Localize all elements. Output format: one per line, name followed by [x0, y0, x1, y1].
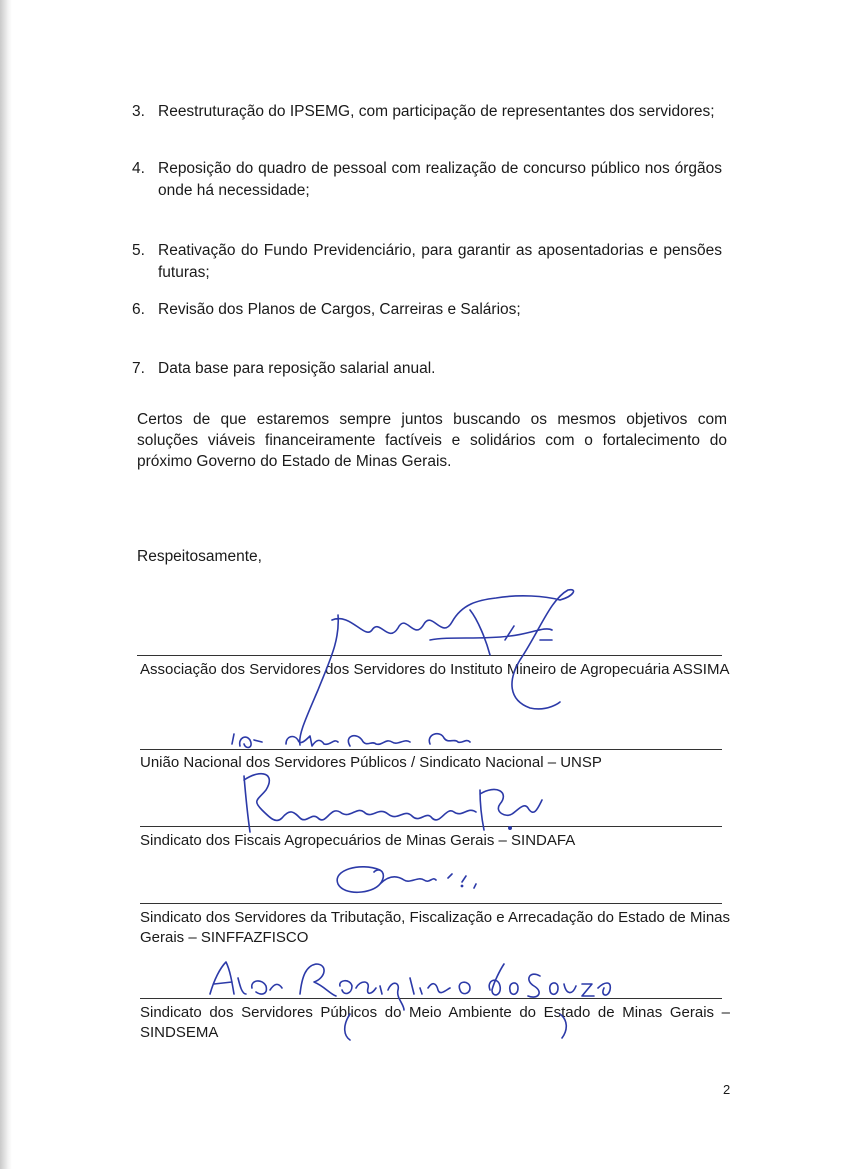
signature-line: [140, 903, 722, 904]
list-item-3: [132, 101, 722, 123]
list-number: 6.: [132, 301, 145, 318]
greeting: Respeitosamente,: [137, 548, 262, 565]
signature-line: [137, 655, 722, 656]
scan-edge-shadow: [0, 0, 12, 1169]
list-item-5: [132, 240, 722, 284]
signature-line: [140, 998, 722, 999]
signature-line: [140, 826, 722, 827]
list-text: Reativação do Fundo Previdenciário, para garantir as aposentadorias e pensões futuras;: [158, 242, 722, 281]
list-number: 4.: [132, 160, 145, 177]
list-item-6: [132, 299, 722, 321]
list-text: Reestruturação do IPSEMG, com participação de representantes dos servidores;: [158, 103, 715, 120]
list-number: 3.: [132, 103, 145, 120]
signatory-org-sindsema: Sindicato dos Servidores Públicos do Meio Ambiente do Estado de Minas Gerais – SINDSEMA: [140, 1004, 730, 1041]
page-number: 2: [723, 1082, 731, 1097]
list-text: Reposição do quadro de pessoal com realização de concurso público nos órgãos onde há necessidade;: [158, 160, 722, 199]
signatory-org-sindafa: Sindicato dos Fiscais Agropecuários de Minas Gerais – SINDAFA: [140, 832, 576, 849]
signatory-org-assima: Associação dos Servidores dos Servidores do Instituto Mineiro de Agropecuária ASSIMA: [140, 661, 730, 678]
list-item-7: [132, 358, 722, 380]
signature-sindafa: [244, 774, 542, 832]
signature-line: [140, 749, 722, 750]
list-text: Revisão dos Planos de Cargos, Carreiras e Salários;: [158, 301, 521, 318]
list-number: 7.: [132, 360, 145, 377]
list-item-4: [132, 158, 722, 202]
signatory-org-unsp: União Nacional dos Servidores Públicos / Sindicato Nacional – UNSP: [140, 754, 602, 771]
list-number: 5.: [132, 242, 145, 259]
closing-paragraph: Certos de que estaremos sempre juntos buscando os mesmos objetivos com soluções viáveis financeiramente factíveis e solidários com o fortalecimento do próximo Governo do Estado de Minas Gerais.: [137, 411, 727, 470]
signature-unsp: [232, 734, 470, 748]
signatory-org-sinffazfisco: Sindicato dos Servidores da Tributação, Fiscalização e Arrecadação do Estado de Minas Gerais – SINFFAZFISCO: [140, 909, 730, 946]
list-text: Data base para reposição salarial anual.: [158, 360, 436, 377]
signature-sinffazfisco: [337, 867, 476, 892]
